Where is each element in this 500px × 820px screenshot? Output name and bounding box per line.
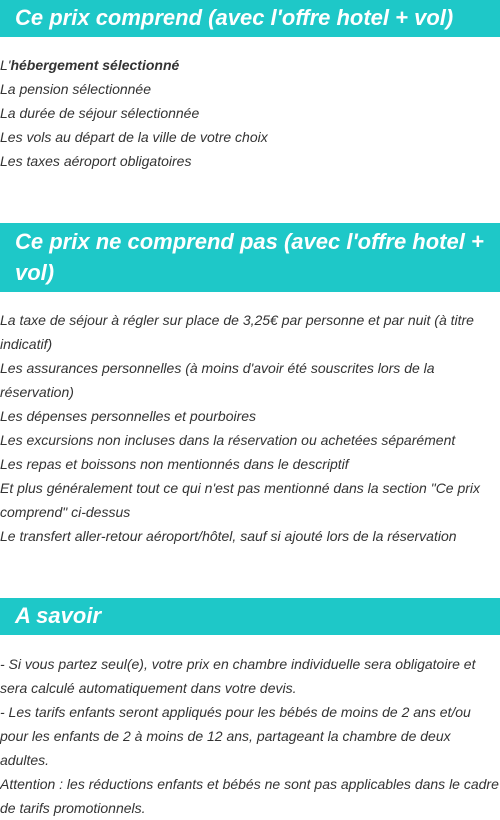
list-item-prefix: L': [0, 57, 11, 73]
included-list: [0, 53, 500, 173]
included-section-title: Ce prix comprend (avec l'offre hotel + vol): [0, 0, 500, 37]
list-item: Le transfert aller-retour aéroport/hôtel, sauf si ajouté lors de la réservation: [0, 528, 457, 544]
list-item: Les excursions non incluses dans la réservation ou achetées séparément: [0, 432, 456, 448]
list-item: La durée de séjour sélectionnée: [0, 105, 200, 121]
list-item: [0, 53, 500, 77]
info-paragraph: - Les tarifs enfants seront appliqués pour les bébés de moins de 2 ans et/ou pour les enfants de 2 à moins de 12 ans, partageant la chambre de deux adultes.: [0, 704, 471, 768]
list-item: Les repas et boissons non mentionnés dans le descriptif: [0, 456, 349, 472]
list-item: Les vols au départ de la ville de votre choix: [0, 129, 268, 145]
list-item: Et plus généralement tout ce qui n'est pas mentionné dans la section "Ce prix comprend" ci-dessus: [0, 480, 481, 520]
info-text: [0, 652, 500, 820]
excluded-section: [0, 223, 500, 548]
list-item: La taxe de séjour à régler sur place de 3,25€ par personne et par nuit (à titre indicatif): [0, 312, 474, 352]
info-paragraph: - Si vous partez seul(e), votre prix en chambre individuelle sera obligatoire et sera calculé automatiquement dans votre devis.: [0, 656, 476, 696]
info-paragraph: Attention : les réductions enfants et bébés ne sont pas applicables dans le cadre de tarifs promotionnels.: [0, 776, 499, 816]
info-section: [0, 598, 500, 820]
list-item: Les assurances personnelles (à moins d'avoir été souscrites lors de la réservation): [0, 360, 435, 400]
list-item: La pension sélectionnée: [0, 81, 152, 97]
list-item: Les dépenses personnelles et pourboires: [0, 408, 257, 424]
info-section-title: A savoir: [0, 598, 500, 635]
included-section: [0, 0, 500, 173]
list-item-bold: hébergement sélectionné: [10, 57, 180, 73]
excluded-section-title: Ce prix ne comprend pas (avec l'offre hotel + vol): [0, 223, 500, 292]
excluded-list: [0, 308, 500, 548]
list-item: Les taxes aéroport obligatoires: [0, 153, 192, 169]
